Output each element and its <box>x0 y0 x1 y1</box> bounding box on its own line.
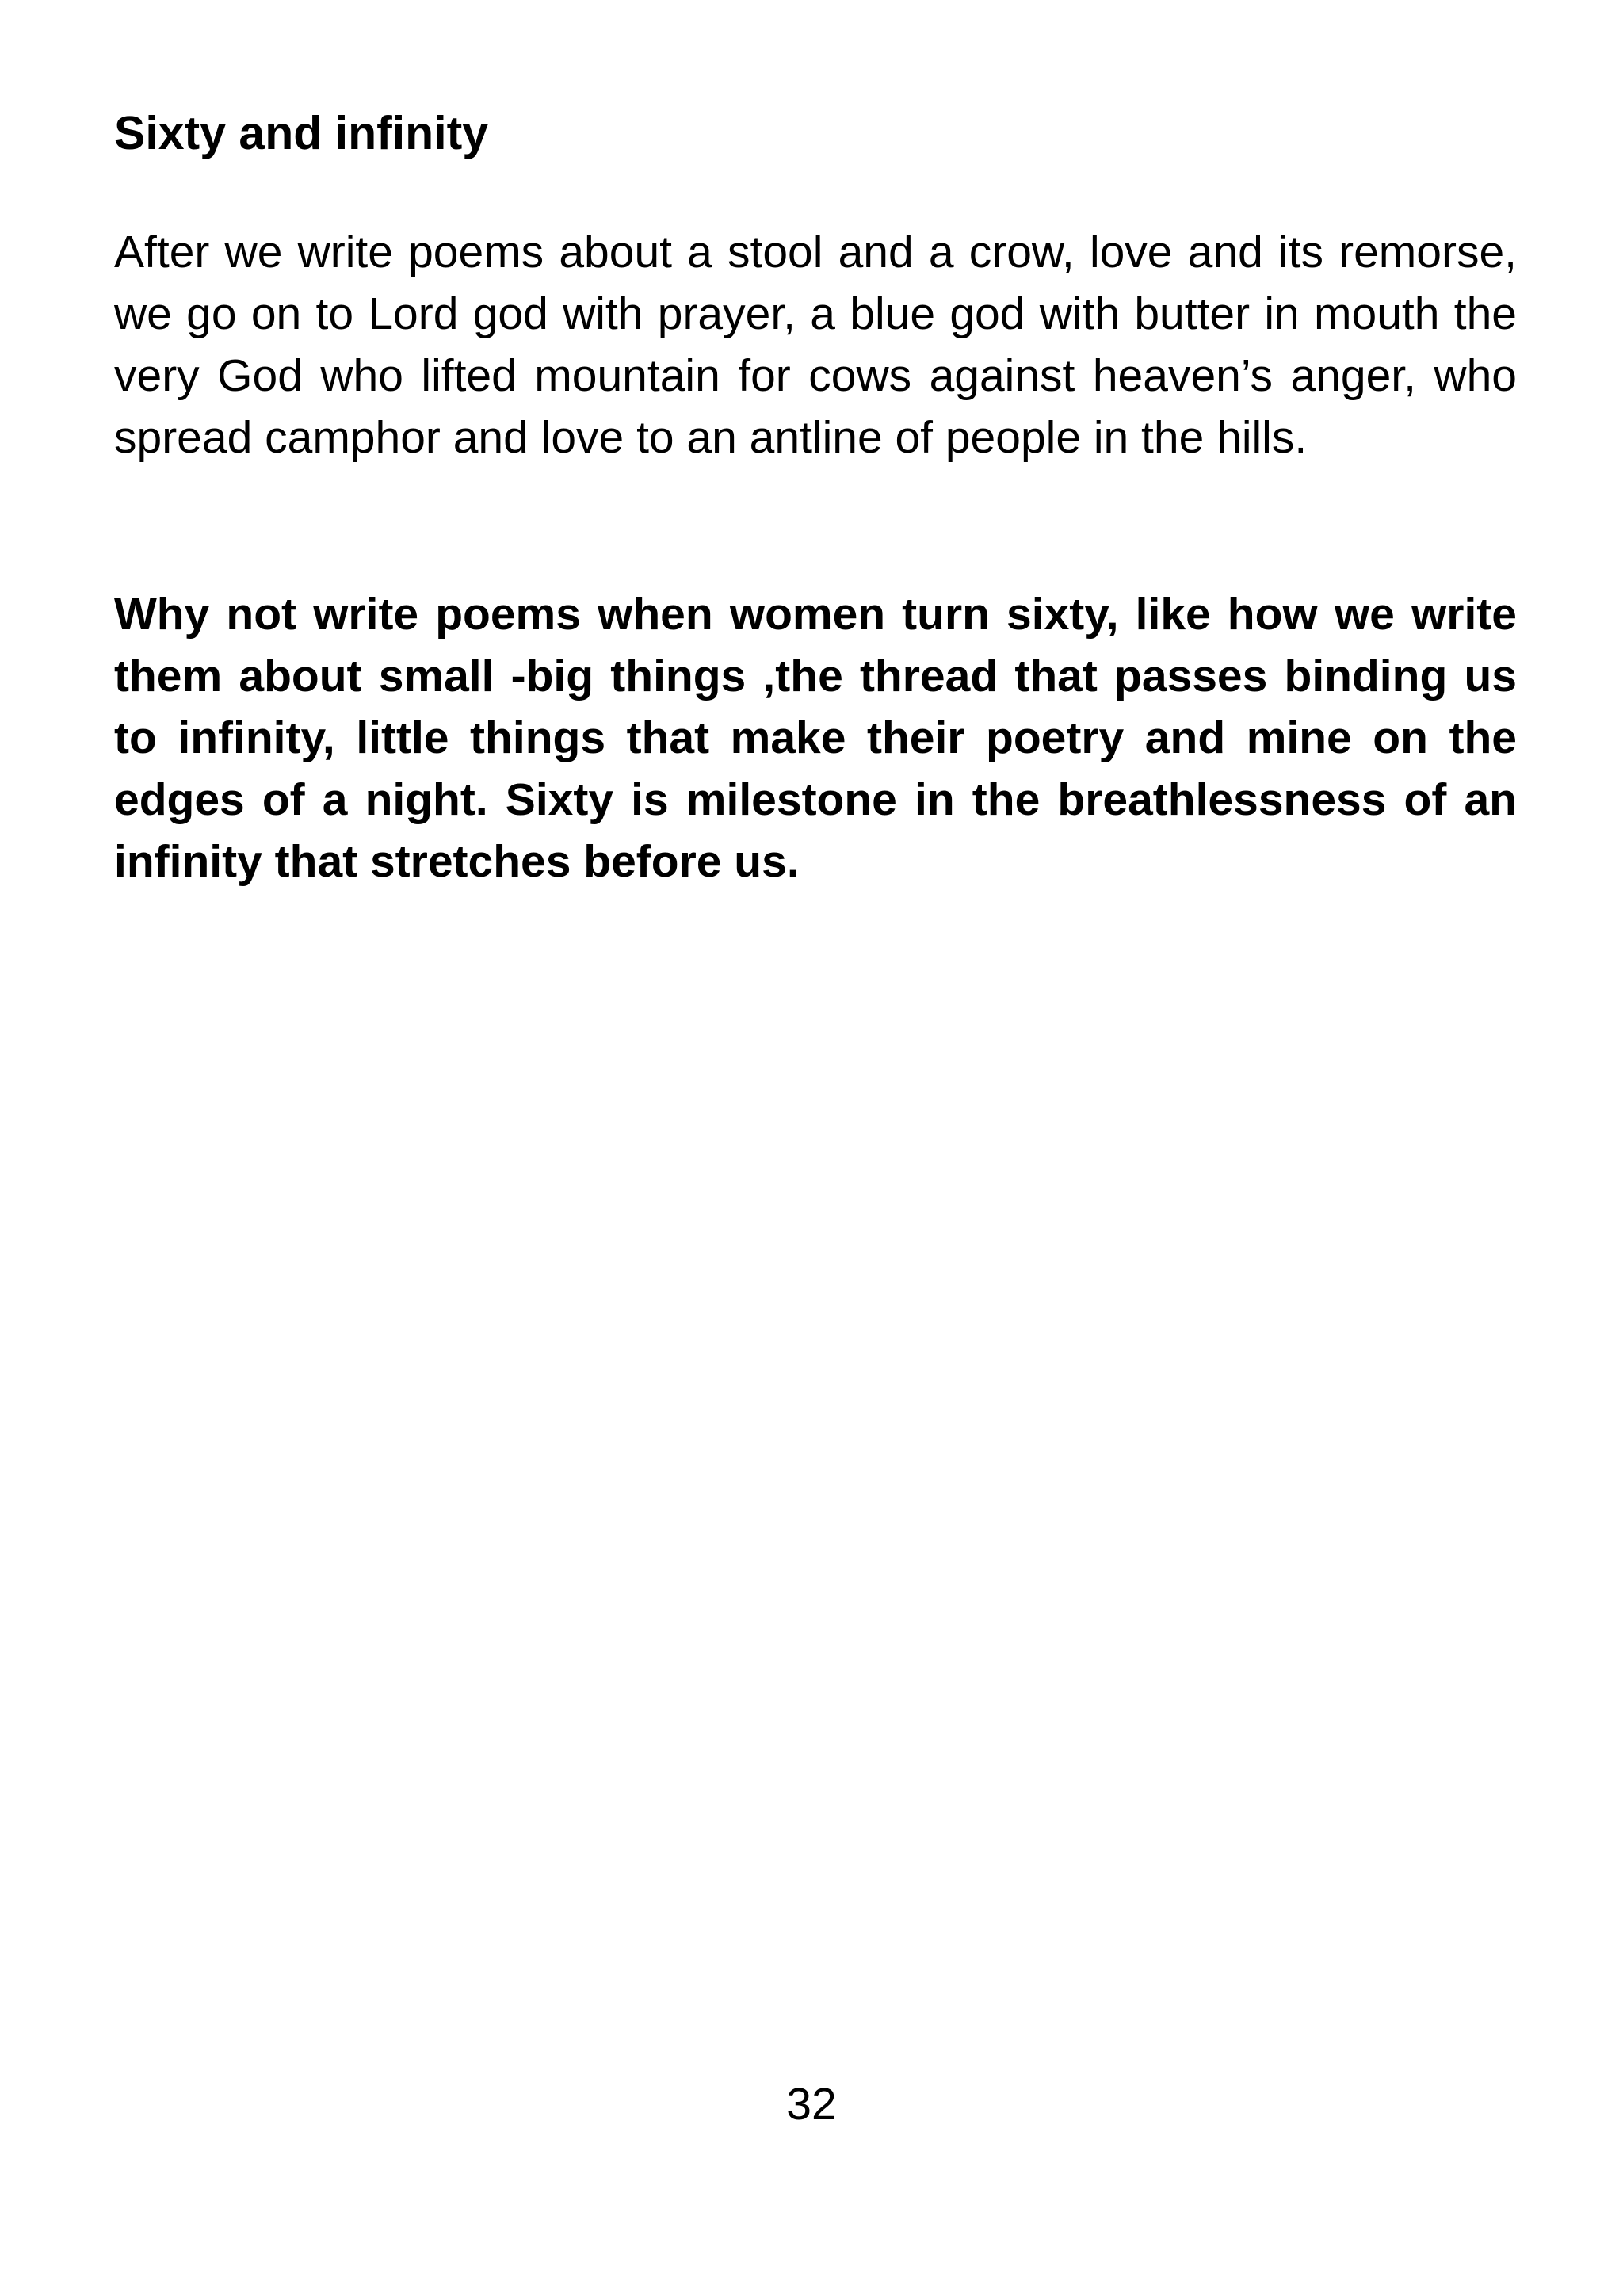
poem-paragraph-bold: Why not write poems when women turn sixty, like how we write them about small -big things ,the thread that passes binding us to infinity, little things that make their poetry and mine on the edges of a night. Sixty is milestone in the breathlessness of an infinity that stretches before us. <box>114 589 1517 887</box>
poem-paragraph-regular: After we write poems about a stool and a crow, love and its remorse, we go on to Lord god with prayer, a blue god with butter in mouth the very God who lifted mountain for cows against heaven’s anger, who spread camphor and love to an antline of people in the hills. <box>114 227 1517 463</box>
page-number: 32 <box>786 2079 837 2130</box>
poem-title: Sixty and infinity <box>114 107 489 159</box>
